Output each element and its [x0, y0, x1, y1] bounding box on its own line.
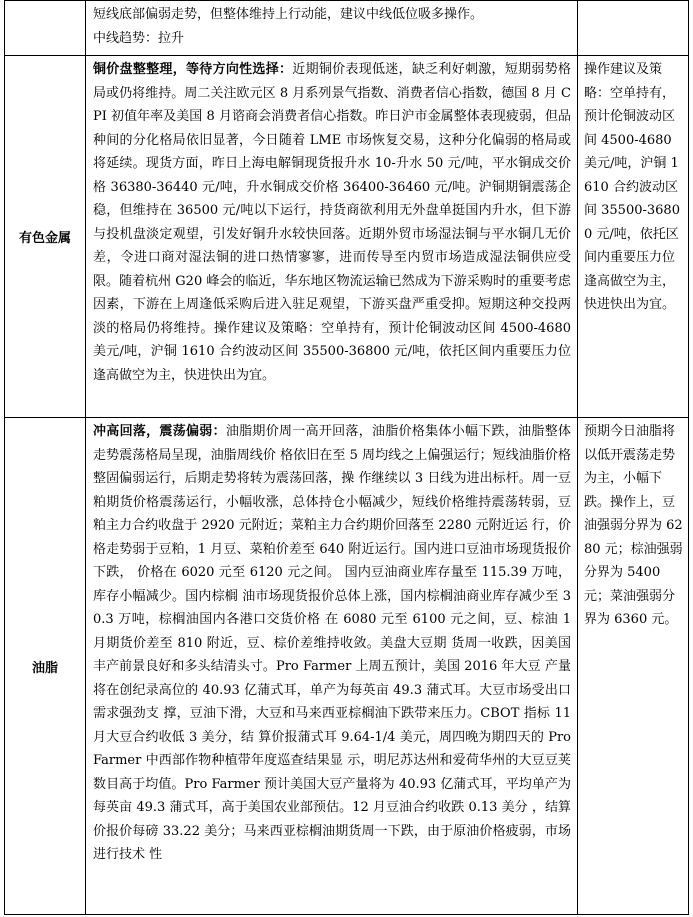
row-oils	[5, 418, 689, 915]
analysis-cell	[86, 56, 578, 418]
advice-cell-empty	[578, 1, 689, 56]
category-label: 油脂	[5, 418, 86, 915]
analysis-body: 近期铜价表现低迷，缺乏利好刺激，短期弱势格局或仍将维持。周二关注欧元区 8 月系列景气指数、消费者信心指数，德国 8 月 CPI 初值年率及美国 8 月谘商会消费者信心指数。昨日沪市金属整体表现疲弱，但品种间的分化格局依旧显著，今日随着 LME 市场恢复交易，这种分化偏弱的格局或将延续。现货方面，昨日上海电解铜现货报升水 10-升水 50 元/吨，平水铜成交价格 36380-36440 元/吨，升水铜成交价格 36400-36460 元/吨。沪铜期铜震荡企稳，但维持在 36500 元/吨以下运行，持货商欲利用无外盘单挺国内升水，但下游与投机盘淡定观望，引发好铜升水较快回落。近期外贸市场湿法铜与平水铜几无价差，令进口商对湿法铜的进口热情寥寥，进而传导至内贸市场造成湿法铜供应受限。随着杭州 G20 峰会的临近，华东地区物流运输已然成为下游采购时的重要考虑因素，下游在上周逢低采购后进入驻足观望，下游买盘严重受抑。短期这种交投两淡的格局仍将维持。操作建议及策略：空单持有，预计伦铜波动区间 4500-4680 美元/吨，沪铜 1610 合约波动区间 35500-36800 元/吨，依托区间内重要压力位逢高做空为主，快进快出为宜。	[93, 62, 571, 383]
category-cell-empty	[5, 1, 86, 56]
analysis-headline: 铜价盘整整理，等待方向性选择：	[93, 62, 293, 77]
strategy-advice: 预期今日油脂将以低开震荡走势为主，小幅下跌。操作上，豆油强弱分界为 6280 元；棕油强弱分界为 5400 元；菜油强弱分界为 6360 元。	[584, 424, 683, 627]
analysis-headline: 冲高回落，震荡偏弱：	[93, 424, 226, 439]
analysis-paragraph	[86, 56, 577, 387]
row-nonferrous-metals	[5, 56, 689, 418]
analysis-cell	[86, 1, 578, 56]
category-label: 有色金属	[5, 56, 86, 418]
row-previous-continued	[5, 1, 689, 56]
strategy-advice: 操作建议及策略：空单持有，预计伦铜波动区间 4500-4680 美元/吨，沪铜 1610 合约波动区间 35500-36800 元/吨，依托区间内重要压力位逢高做空为主，快进快出为宜。	[584, 62, 680, 312]
mid-term-trend: 中线趋势：拉升	[93, 30, 185, 46]
analysis-body: 油脂期价周一高开回落，油脂价格集体小幅下跌，油脂整体走势震荡格局呈现，油脂周线价 格依旧在至 5 周均线之上偏强运行；短线油脂价格整固偏弱运行，后期走势将转为震荡回落，操 作继续以 3 日线为进出标杆。周一豆粕期货价格震荡运行，小幅收涨，总体持仓小幅减少，短线价格维持震荡转弱，豆粕主力合约收盘于 2920 元附近；菜粕主力合约期价回落至 2280 元附近运 行，价格走势弱于豆粕，1 月豆、菜粕价差至 640 附近运行。国内进口豆油市场现货报价下跌， 价格在 6020 元至 6120 元之间。 国内豆油商业库存量至 115.39 万吨，库存小幅减少。国内棕榈 油市场现货报价总体上涨，国内棕榈油商业库存减少至 30.3 万吨，棕榈油国内各港口交货价格 在 6080 元至 6100 元之间，豆、棕油 1 月期货价差至 810 附近，豆、棕价差维持收敛。美盘大豆期 货周一收跌，因美国丰产前景良好和多头结清头寸。Pro Farmer 上周五预计，美国 2016 年大豆 产量将在创纪录高位的 40.93 亿蒲式耳，单产为每英亩 49.3 蒲式耳。大豆市场受出口需求强劲支 撑，豆油下滑，大豆和马来西亚棕榈油下跌带来压力。CBOT 指标 11 月大豆合约收低 3 美分，结 算价报蒲式耳 9.64-1/4 美元，周四晚为期四天的 Pro Farmer 中西部作物种植带年度巡查结果显 示，明尼苏达州和爱荷华州的大豆豆荚数目高于均值。Pro Farmer 预计美国大豆产量将为 40.93 亿蒲式耳，平均单产为每英亩 49.3 蒲式耳，高于美国农业部预估。12 月豆油合约收跌 0.13 美分 ，结算价报价每磅 33.22 美分；马来西亚棕榈油期货周一下跌，由于原油价格疲弱，市场进行技术 性	[93, 424, 571, 862]
advice-cell	[578, 418, 689, 915]
analysis-paragraph	[86, 418, 577, 867]
advice-cell	[578, 56, 689, 418]
report-table	[4, 0, 689, 915]
continued-text: 短线底部偏弱走势，但整体维持上行动能，建议中线低位吸多操作。	[93, 7, 484, 22]
analysis-cell	[86, 418, 578, 915]
